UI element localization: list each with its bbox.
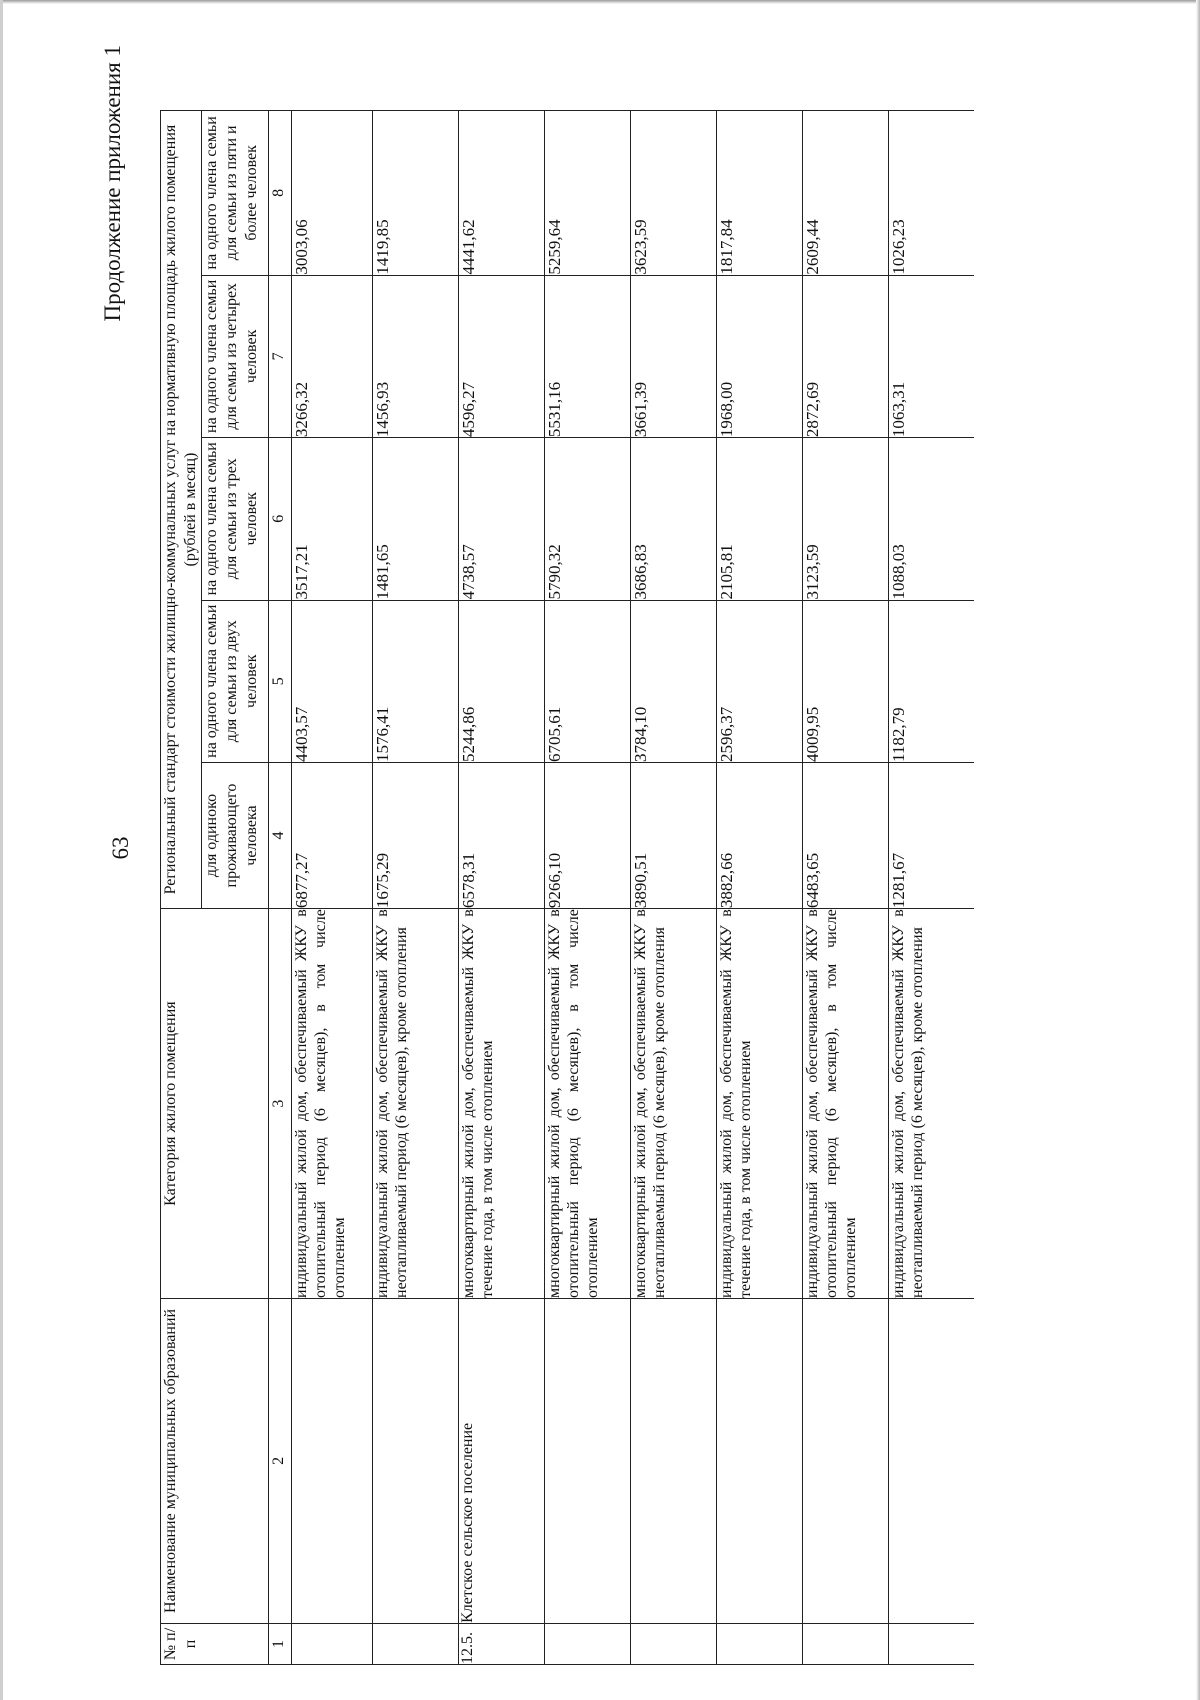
- row-number: [373, 1623, 459, 1664]
- value-single: 3890,51: [631, 762, 717, 908]
- table-row: [292, 111, 373, 1665]
- index-cell: 6: [269, 438, 292, 600]
- value-single: 3882,66: [717, 762, 803, 908]
- header-five: на одного члена семьи для семьи из пяти и более человек: [202, 111, 269, 276]
- housing-standard-table: [160, 110, 974, 1665]
- header-no: № п/п: [161, 1623, 269, 1664]
- row-number: [545, 1623, 631, 1664]
- value-five: 3003,06: [292, 111, 373, 276]
- value-five: 1817,84: [717, 111, 803, 276]
- table-row: [631, 111, 717, 1665]
- row-number: 12.5.: [459, 1623, 545, 1664]
- row-number: [631, 1623, 717, 1664]
- value-two: 1576,41: [373, 600, 459, 762]
- table-row: [545, 111, 631, 1665]
- column-index-row: [269, 111, 292, 1665]
- row-municipality: Клетское сельское поселение: [459, 1298, 545, 1623]
- value-four: 5531,16: [545, 275, 631, 437]
- header-three: на одного члена семьи для семьи из трех человек: [202, 438, 269, 600]
- value-four: 1063,31: [889, 275, 975, 437]
- row-category: индивидуальный жилой дом, обеспечиваемый ЖКУ в неотапливаемый период (6 месяцев), кроме отопления: [373, 909, 459, 1299]
- index-cell: 5: [269, 600, 292, 762]
- table-row: [717, 111, 803, 1665]
- row-number: [803, 1623, 889, 1664]
- value-four: 1968,00: [717, 275, 803, 437]
- row-municipality: [292, 1298, 373, 1623]
- value-three: 5790,32: [545, 438, 631, 600]
- appendix-title: Продолжение приложения 1: [100, 45, 125, 322]
- value-three: 3686,83: [631, 438, 717, 600]
- value-three: 2105,81: [717, 438, 803, 600]
- value-four: 2872,69: [803, 275, 889, 437]
- value-three: 3517,21: [292, 438, 373, 600]
- row-category: многоквартирный жилой дом, обеспечиваемый ЖКУ в течение года, в том числе отоплением: [459, 909, 545, 1299]
- row-municipality: [803, 1298, 889, 1623]
- value-four: 3661,39: [631, 275, 717, 437]
- row-category: индивидуальный жилой дом, обеспечиваемый ЖКУ в отопительный период (6 месяцев), в том числе отоплением: [292, 909, 373, 1299]
- row-number: [292, 1623, 373, 1664]
- value-five: 1419,85: [373, 111, 459, 276]
- index-cell: 3: [269, 909, 292, 1299]
- row-municipality: [889, 1298, 975, 1623]
- table-row: [459, 111, 545, 1665]
- value-two: 1182,79: [889, 600, 975, 762]
- header-standard-group: Региональный стандарт стоимости жилищно-коммунальных услуг на нормативную площадь жилого помещения (рублей в месяц): [161, 111, 202, 909]
- index-cell: 8: [269, 111, 292, 276]
- row-category: индивидуальный жилой дом, обеспечиваемый ЖКУ в неотапливаемый период (6 месяцев), кроме отопления: [889, 909, 975, 1299]
- value-five: 1026,23: [889, 111, 975, 276]
- value-two: 4009,95: [803, 600, 889, 762]
- value-three: 4738,57: [459, 438, 545, 600]
- index-cell: 1: [269, 1623, 292, 1664]
- header-two: на одного члена семьи для семьи из двух человек: [202, 600, 269, 762]
- page-number: 63: [108, 836, 133, 860]
- table-row: [803, 111, 889, 1665]
- row-category: многоквартирный жилой дом, обеспечиваемый ЖКУ в неотапливаемый период (6 месяцев), кроме отопления: [631, 909, 717, 1299]
- row-number: [717, 1623, 803, 1664]
- value-three: 1481,65: [373, 438, 459, 600]
- value-three: 1088,03: [889, 438, 975, 600]
- header-single: для одиноко проживающего человека: [202, 762, 269, 908]
- value-two: 6705,61: [545, 600, 631, 762]
- row-municipality: [545, 1298, 631, 1623]
- row-category: индивидуальный жилой дом, обеспечиваемый ЖКУ в течение года, в том числе отоплением: [717, 909, 803, 1299]
- value-five: 2609,44: [803, 111, 889, 276]
- row-number: [889, 1623, 975, 1664]
- row-municipality: [373, 1298, 459, 1623]
- value-three: 3123,59: [803, 438, 889, 600]
- index-cell: 4: [269, 762, 292, 908]
- value-five: 4441,62: [459, 111, 545, 276]
- table-row: [373, 111, 459, 1665]
- value-two: 2596,37: [717, 600, 803, 762]
- value-four: 4596,27: [459, 275, 545, 437]
- value-single: 6483,65: [803, 762, 889, 908]
- value-two: 3784,10: [631, 600, 717, 762]
- index-cell: 7: [269, 275, 292, 437]
- value-single: 9266,10: [545, 762, 631, 908]
- header-municipality: Наименование муниципальных образований: [161, 1298, 269, 1623]
- value-four: 1456,93: [373, 275, 459, 437]
- value-single: 1281,67: [889, 762, 975, 908]
- value-two: 5244,86: [459, 600, 545, 762]
- table-row: [889, 111, 975, 1665]
- value-single: 6877,27: [292, 762, 373, 908]
- header-category: Категория жилого помещения: [161, 909, 269, 1299]
- row-municipality: [631, 1298, 717, 1623]
- value-five: 3623,59: [631, 111, 717, 276]
- header-four: на одного члена семьи для семьи из четырех человек: [202, 275, 269, 437]
- row-municipality: [717, 1298, 803, 1623]
- value-single: 1675,29: [373, 762, 459, 908]
- row-category: индивидуальный жилой дом, обеспечиваемый ЖКУ в отопительный период (6 месяцев), в том числе отоплением: [803, 909, 889, 1299]
- value-five: 5259,64: [545, 111, 631, 276]
- value-two: 4403,57: [292, 600, 373, 762]
- value-four: 3266,32: [292, 275, 373, 437]
- row-category: многоквартирный жилой дом, обеспечиваемый ЖКУ в отопительный период (6 месяцев), в том числе отоплением: [545, 909, 631, 1299]
- index-cell: 2: [269, 1298, 292, 1623]
- value-single: 6578,31: [459, 762, 545, 908]
